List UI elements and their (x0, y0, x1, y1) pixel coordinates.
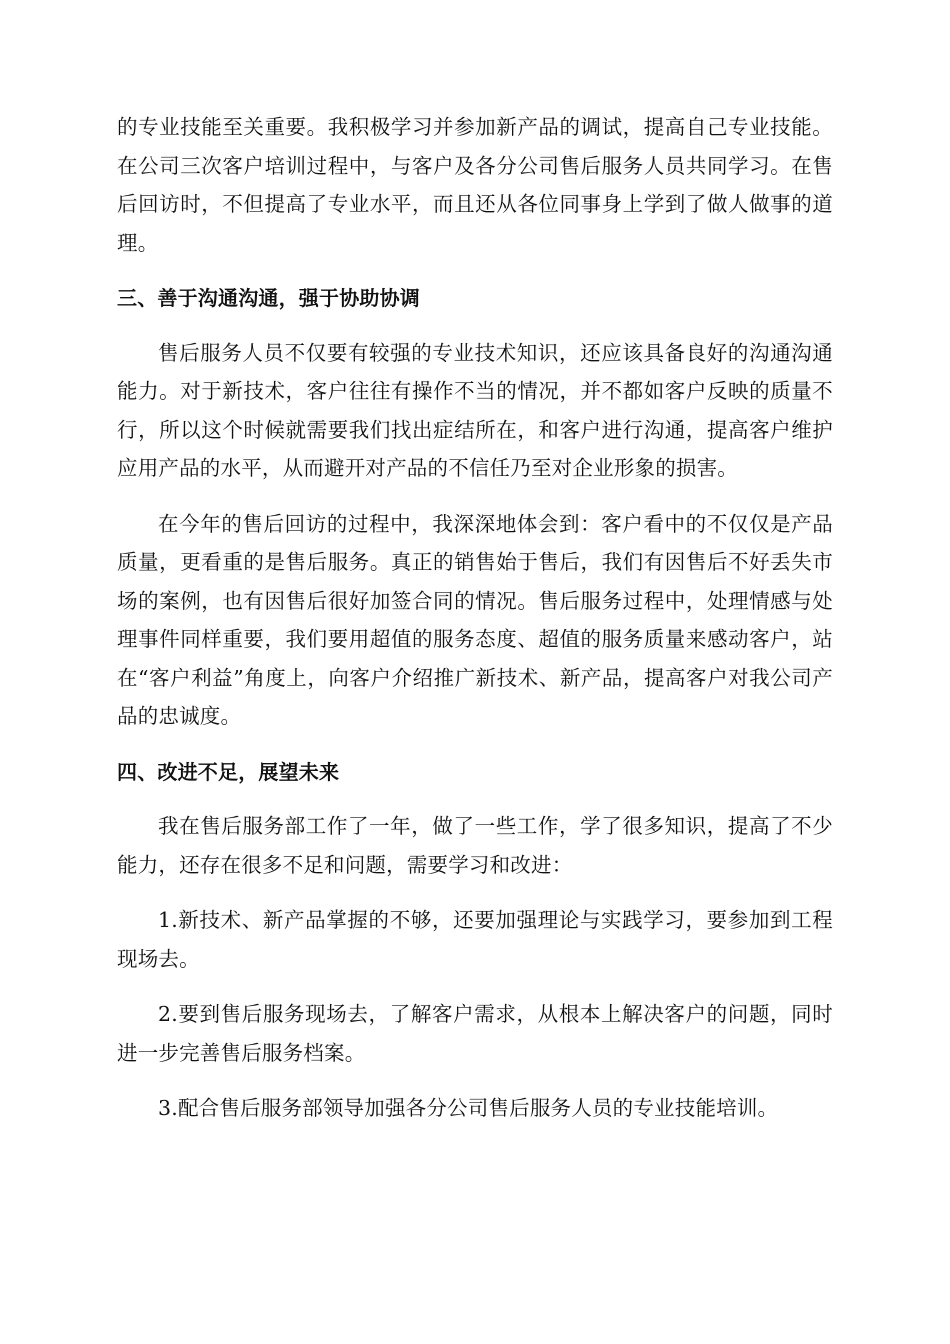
list-item-3: 3.配合售后服务部领导加强各分公司售后服务人员的专业技能培训。 (158, 1096, 779, 1120)
section-heading-4: 四、改进不足，展望未来 (117, 759, 340, 784)
list-item-1: 1.新技术、新产品掌握的不够，还要加强理论与实践学习，要参加到工程现场去。 (117, 908, 833, 971)
section-heading-3: 三、善于沟通沟通，强于协助协调 (117, 286, 420, 310)
paragraph-after-sales-visit: 在今年的售后回访的过程中，我深深地体会到：客户看中的不仅仅是产品质量，更看重的是售后服务。真正的销售始于售后，我们有因售后不好丢失市场的案例，也有因售后很好加签合同的情况。售后服务过程中，处理情感与处理事件同样重要，我们要用超值的服务态度、超值的服务质量来感动客户，站在“客户利益”角度上，向客户介绍推广新技术、新产品，提高客户对我公司产品的忠诚度。 (117, 511, 833, 728)
paragraph-self-review: 我在售后服务部工作了一年，做了一些工作，学了很多知识，提高了不少能力，还存在很多不足和问题，需要学习和改进： (117, 814, 833, 877)
paragraph-continuation: 的专业技能至关重要。我积极学习并参加新产品的调试，提高自己专业技能。在公司三次客户培训过程中，与客户及各分公司售后服务人员共同学习。在售后回访时，不但提高了专业水平，而且还从各位同事身上学到了做人做事的道理。 (117, 115, 833, 255)
list-item-2: 2.要到售后服务现场去，了解客户需求，从根本上解决客户的问题，同时进一步完善售后服务档案。 (117, 1002, 833, 1065)
document-page (117, 108, 833, 1145)
paragraph-communication: 售后服务人员不仅要有较强的专业技术知识，还应该具备良好的沟通沟通能力。对于新技术，客户往往有操作不当的情况，并不都如客户反映的质量不行，所以这个时候就需要我们找出症结所在，和客户进行沟通，提高客户维护应用产品的水平，从而避开对产品的不信任乃至对企业形象的损害。 (117, 340, 833, 480)
